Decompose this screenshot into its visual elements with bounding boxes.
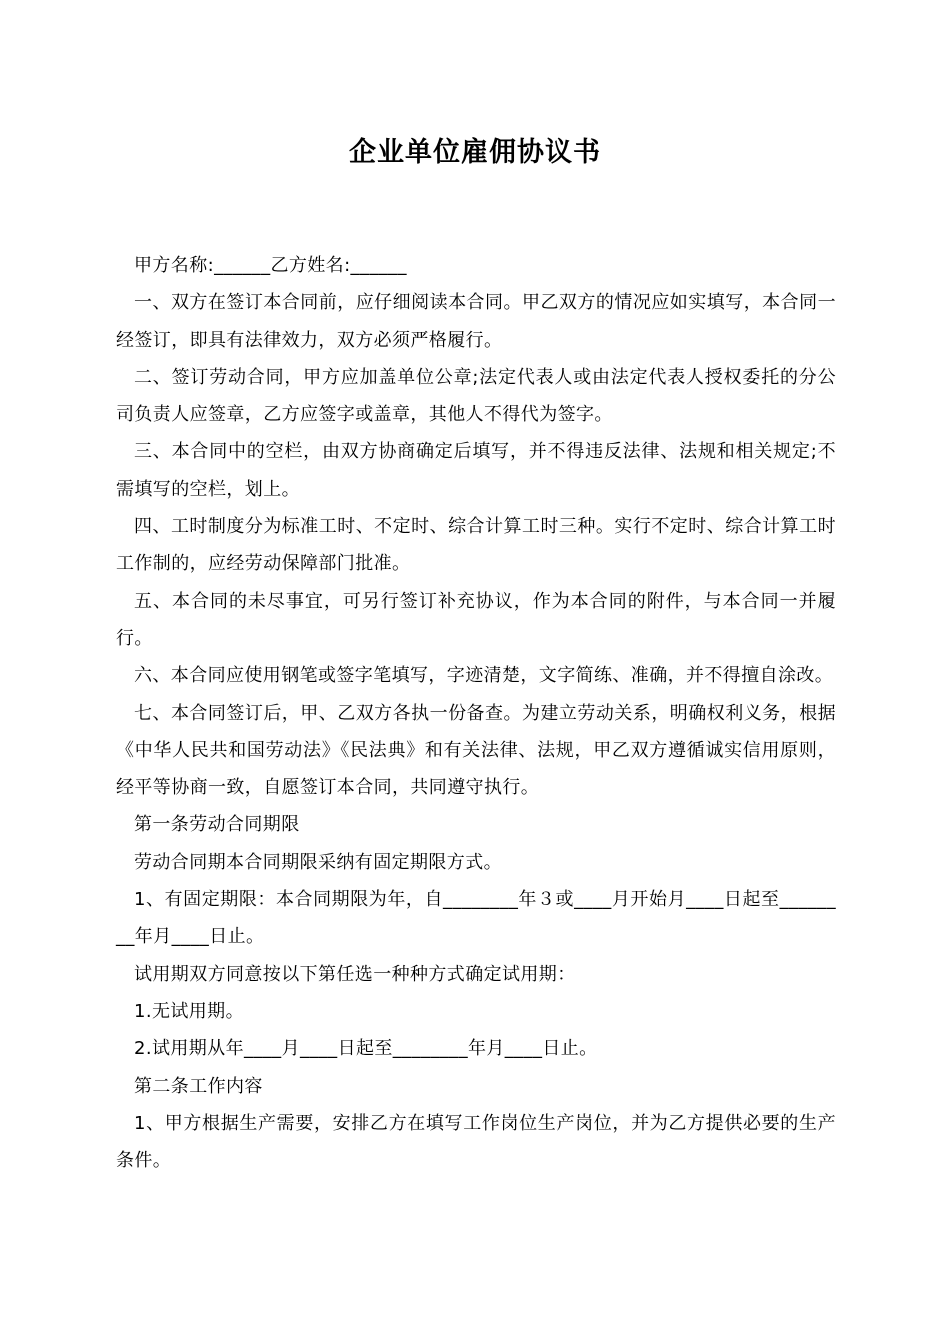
work-content-1: 1、甲方根据生产需要，安排乙方在填写工作岗位生产岗位，并为乙方提供必要的生产条件。 — [116, 1112, 836, 1172]
probation-option-2: 2.试用期从年____月____日起至________年月____日止。 — [134, 1038, 598, 1060]
party-names-line: 甲方名称:______乙方姓名:______ — [134, 255, 407, 276]
clause-2: 二、签订劳动合同，甲方应加盖单位公章;法定代表人或由法定代表人授权委托的分公司负责人应签章，乙方应签字或盖章，其他人不得代为签字。 — [116, 366, 836, 426]
article-2-heading: 第二条工作内容 — [134, 1075, 263, 1097]
clause-1: 一、双方在签订本合同前，应仔细阅读本合同。甲乙双方的情况应如实填写，本合同一经签订，即具有法律效力，双方必须严格履行。 — [116, 292, 836, 351]
document-body — [116, 247, 836, 1179]
clause-6: 六、本合同应使用钢笔或签字笔填写，字迹清楚，文字简练、准确，并不得擅自涂改。 — [134, 665, 834, 687]
probation-option-1: 1.无试用期。 — [134, 1000, 244, 1022]
clause-4: 四、工时制度分为标准工时、不定时、综合计算工时三种。实行不定时、综合计算工时工作制的，应经劳动保障部门批准。 — [116, 516, 836, 575]
probation-intro: 试用期双方同意按以下第任选一种种方式确定试用期： — [134, 963, 576, 985]
clause-5: 五、本合同的未尽事宜，可另行签订补充协议，作为本合同的附件，与本合同一并履行。 — [116, 590, 836, 649]
contract-term-type: 劳动合同期本合同期限采纳有固定期限方式。 — [134, 851, 502, 873]
document-title: 企业单位雇佣协议书 — [349, 137, 601, 168]
fixed-term-line: 1、有固定期限：本合同期限为年，自________年３或____月开始月____日起至________年月____日止。 — [116, 889, 836, 948]
article-1-heading: 第一条劳动合同期限 — [134, 814, 300, 836]
clause-3: 三、本合同中的空栏，由双方协商确定后填写，并不得违反法律、法规和相关规定;不需填写的空栏，划上。 — [116, 441, 836, 500]
clause-7: 七、本合同签订后，甲、乙双方各执一份备查。为建立劳动关系，明确权利义务，根据《中华人民共和国劳动法》《民法典》和有关法律、法规，甲乙双方遵循诚实信用原则，经平等协商一致，自愿签订本合同，共同遵守执行。 — [116, 702, 836, 799]
